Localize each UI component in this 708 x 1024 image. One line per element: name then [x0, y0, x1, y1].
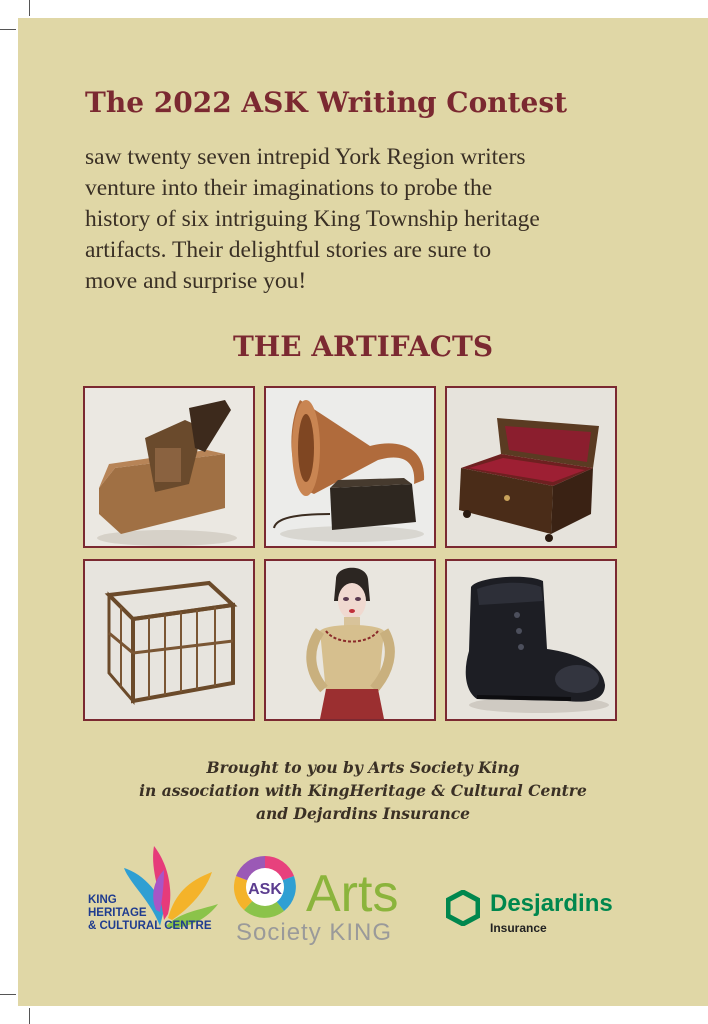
credits-line: in association with KingHeritage & Cultural Centre	[139, 781, 587, 800]
society-king-wordmark: Society KING	[236, 919, 393, 946]
jewelry-box-icon	[447, 388, 615, 546]
gramophone-icon	[266, 388, 434, 546]
artifacts-heading: THE ARTIFACTS	[232, 330, 494, 363]
artifact-photo-gramophone	[264, 386, 436, 548]
artifact-photo-boot	[445, 559, 617, 721]
boot-icon	[447, 561, 615, 719]
page-title: The 2022 ASK Writing Contest	[85, 86, 568, 119]
intro-line: saw twenty seven intrepid York Region writers	[85, 144, 526, 170]
crop-mark	[29, 0, 30, 16]
ask-circle-logo	[232, 854, 298, 920]
intro-line: venture into their imaginations to probe the	[85, 175, 493, 201]
artifact-photo-birdcage	[83, 559, 255, 721]
king-heritage-line: & CULTURAL CENTRE	[88, 920, 212, 932]
king-heritage-line: HERITAGE	[88, 907, 147, 919]
intro-line: history of six intriguing King Township heritage	[85, 206, 540, 232]
credits-line: Brought to you by Arts Society King	[206, 758, 520, 777]
intro-line: move and surprise you!	[85, 268, 307, 294]
king-heritage-wordmark	[88, 894, 212, 933]
crop-mark	[0, 994, 16, 995]
desjardins-hexagon-icon	[446, 890, 480, 926]
ask-mark-text: ASK	[248, 881, 282, 898]
desjardins-insurance-label: Insurance	[490, 921, 547, 935]
intro-line: artifacts. Their delightful stories are sure to	[85, 237, 492, 263]
artifact-photo-doll	[264, 559, 436, 721]
arts-wordmark: Arts	[306, 865, 399, 923]
crop-mark	[0, 29, 16, 30]
birdcage-icon	[85, 561, 253, 719]
king-heritage-line: KING	[88, 894, 117, 906]
credits-line: and Dejardins Insurance	[255, 804, 471, 823]
doll-icon	[266, 561, 434, 719]
artifact-photo-wood-plane	[83, 386, 255, 548]
credits-block	[18, 756, 708, 825]
wood-plane-icon	[85, 388, 253, 546]
artifact-photo-jewelry-box	[445, 386, 617, 548]
crop-mark	[29, 1008, 30, 1024]
desjardins-wordmark: Desjardins	[490, 890, 613, 917]
poster-page	[18, 18, 708, 1006]
intro-paragraph	[85, 142, 645, 297]
